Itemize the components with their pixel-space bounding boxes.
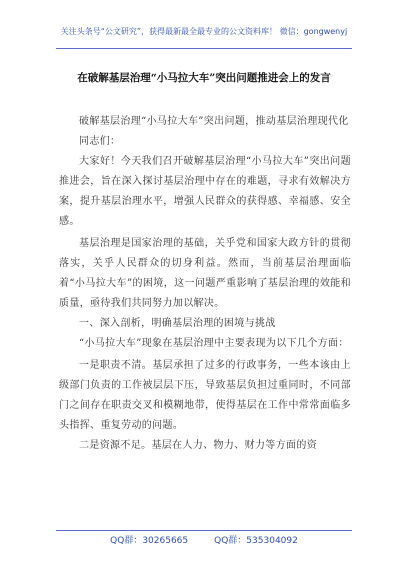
paragraph-point-1: 一是职责不清。基层承担了过多的行政事务，一些本该由上级部门负责的工作被层层下压，导致基层负担过重同时，不同部门之间存在职责交叉和模糊地带，使得基层在工作中常常面临多头指挥、重复劳动的问题。 [59, 360, 351, 431]
document-title: 在破解基层治理“小马拉大车”突出问题推进会上的发言 [77, 72, 331, 84]
paragraph-opening: 大家好！今天我们召开破解基层治理“小马拉大车”突出问题推进会，旨在深入探讨基层治理中存在的难题，寻求有效解决方案，提升基层治理水平，增强人民群众的获得感、幸福感、安全感。 [59, 156, 351, 227]
footer-qq-group-2: QQ群：535304092 [214, 536, 298, 546]
paragraph-point-2: 二是资源不足。基层在人力、物力、财力等方面的资 [79, 440, 318, 451]
header-divider [56, 48, 352, 49]
paragraph-overview: “小马拉大车”现象在基层治理中主要表现为以下几个方面： [79, 338, 349, 349]
paragraph-background: 基层治理是国家治理的基础，关乎党和国家大政方针的贯彻落实，关乎人民群众的切身利益。然而，当前基层治理面临着“小马拉大车”的困境，这一问题严重影响了基层治理的效能和质量，亟待我们共同努力加以解决。 [59, 238, 351, 309]
header-banner: 关注头条号“公文研究”，获得最新最全最专业的公文资料库！ 微信：gongwenyj [60, 27, 348, 36]
paragraph-salutation: 同志们： [79, 136, 121, 147]
paragraph-subtitle: 破解基层治理“小马拉大车”突出问题，推动基层治理现代化 [79, 116, 349, 127]
footer-qq-group-1: QQ群：30265665 [110, 536, 189, 546]
footer-divider [56, 530, 352, 531]
document-body [59, 112, 351, 456]
footer [0, 533, 408, 546]
section-heading-1: 一、深入剖析，明确基层治理的困境与挑战 [79, 318, 276, 329]
